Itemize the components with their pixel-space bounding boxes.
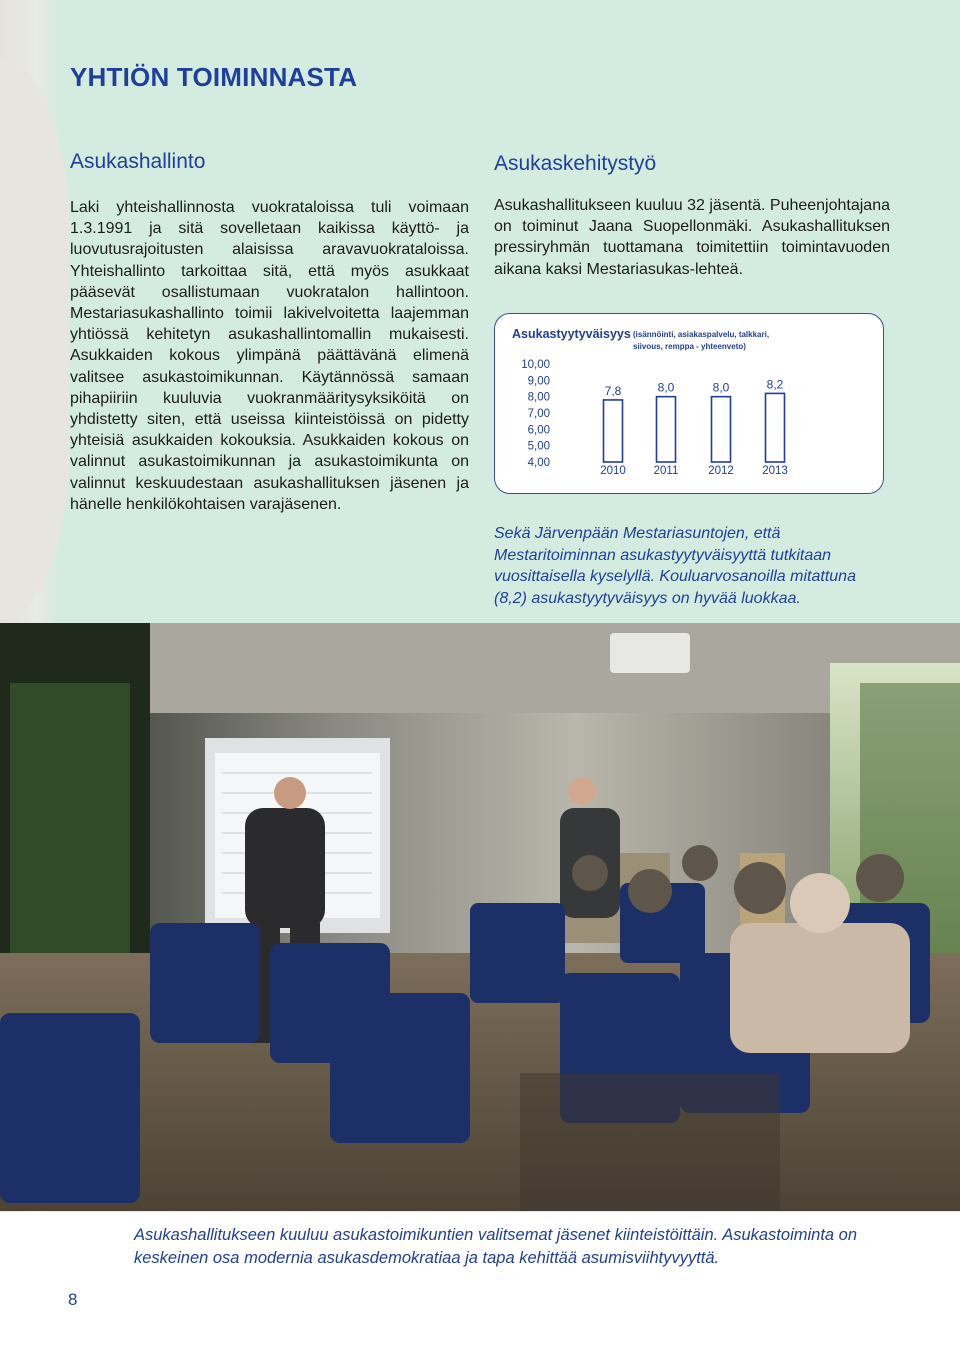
y-tick-label: 5,00 <box>527 440 550 453</box>
y-tick-label: 10,00 <box>521 359 550 371</box>
y-tick-label: 8,00 <box>527 391 550 404</box>
x-category-label: 2013 <box>762 465 788 477</box>
right-section-paragraph: Asukashallitukseen kuuluu 32 jäsentä. Puheenjohtajana on toiminut Jaana Suopellonmäki. Asukashallituksen pressiryhmän tuottamana toimitettiin toimintavuoden aikana kaksi Mestariasukas-lehteä. <box>494 197 890 278</box>
page-number: 8 <box>68 1290 78 1309</box>
x-category-label: 2012 <box>708 465 734 477</box>
right-section-heading: Asukaskehitystyö <box>494 152 657 175</box>
photo-caption: Asukashallitukseen kuuluu asukastoimikuntien valitsemat jäsenet kiinteistöittäin. Asukastoiminta on keskeinen osa modernia asukasdemokratiaa ja tapa kehittää asumisviihtyvyyttä. <box>134 1226 858 1267</box>
left-section-heading: Asukashallinto <box>70 150 206 173</box>
page-fold-curve <box>0 60 70 620</box>
bar-value-label: 8,0 <box>712 380 730 395</box>
x-category-label: 2010 <box>600 465 626 477</box>
chart-plot-area <box>521 359 788 477</box>
satisfaction-chart <box>494 313 884 494</box>
meeting-photo-illustration <box>0 623 960 1211</box>
y-tick-label: 6,00 <box>527 424 550 437</box>
bar-value-label: 8,0 <box>657 380 675 395</box>
chart-note: Sekä Järvenpään Mestariasuntojen, että Mestaritoiminnan asukastyytyväisyyttä tutkitaan vuosittaisella kyselyllä. Kouluarvosanoilla mitattuna (8,2) asukastyytyväisyys on hyvää luokkaa. <box>494 525 856 607</box>
bar-value-label: 7,8 <box>604 383 622 398</box>
x-category-label: 2011 <box>653 465 679 477</box>
chart-bar <box>766 393 785 462</box>
satisfaction-chart-svg <box>495 314 883 493</box>
chart-bar <box>657 397 676 462</box>
chart-subtitle-line1: (isännöinti, asiakaspalvelu, talkkari, <box>633 330 770 339</box>
y-tick-label: 7,00 <box>527 408 550 420</box>
y-tick-label: 9,00 <box>527 375 550 388</box>
y-tick-label: 4,00 <box>527 457 550 469</box>
chart-bar <box>712 397 731 462</box>
meeting-room-photo <box>0 623 960 1211</box>
page-title: YHTIÖN TOIMINNASTA <box>70 62 358 92</box>
chart-subtitle-line2: siivous, remppa - yhteenveto) <box>633 342 746 351</box>
left-section-paragraph: Laki yhteishallinnosta vuokrataloissa tuli voimaan 1.3.1991 ja sitä sovelletaan kaikissa käyttö- ja luovutusrajoitusten alaisissa aravavuokrataloissa. Yhteishallinto tarkoittaa sitä, että myös asukkaat pääsevät osallistumaan vuokratalon hallintoon. Mestariasukashallinto toimii lakivelvoitetta laajemman yhtiössä kehitetyn asukashallintomallin mukaisesti. Asukkaiden kokous ylimpänä päättävänä elimenä valitsee asukastoimikunnan. Käytännössä samaan pihapiiriin kuuluvia vuokranmääritysyksiköitä on yhdistetty siten, että useissa kiinteistöissä on pidetty yhteisiä asukkaiden kokouksia. Asukkaiden kokous on valinnut asukastoimikunnan ja asukastoimikunta on valinnut keskuudestaan asukashallituksen jäsenen ja hänelle henkilökohtaisen varajäsenen. <box>70 199 469 513</box>
chart-title: Asukastyytyväisyys <box>512 327 631 341</box>
bar-value-label: 8,2 <box>766 377 784 392</box>
chart-bar <box>604 400 623 462</box>
